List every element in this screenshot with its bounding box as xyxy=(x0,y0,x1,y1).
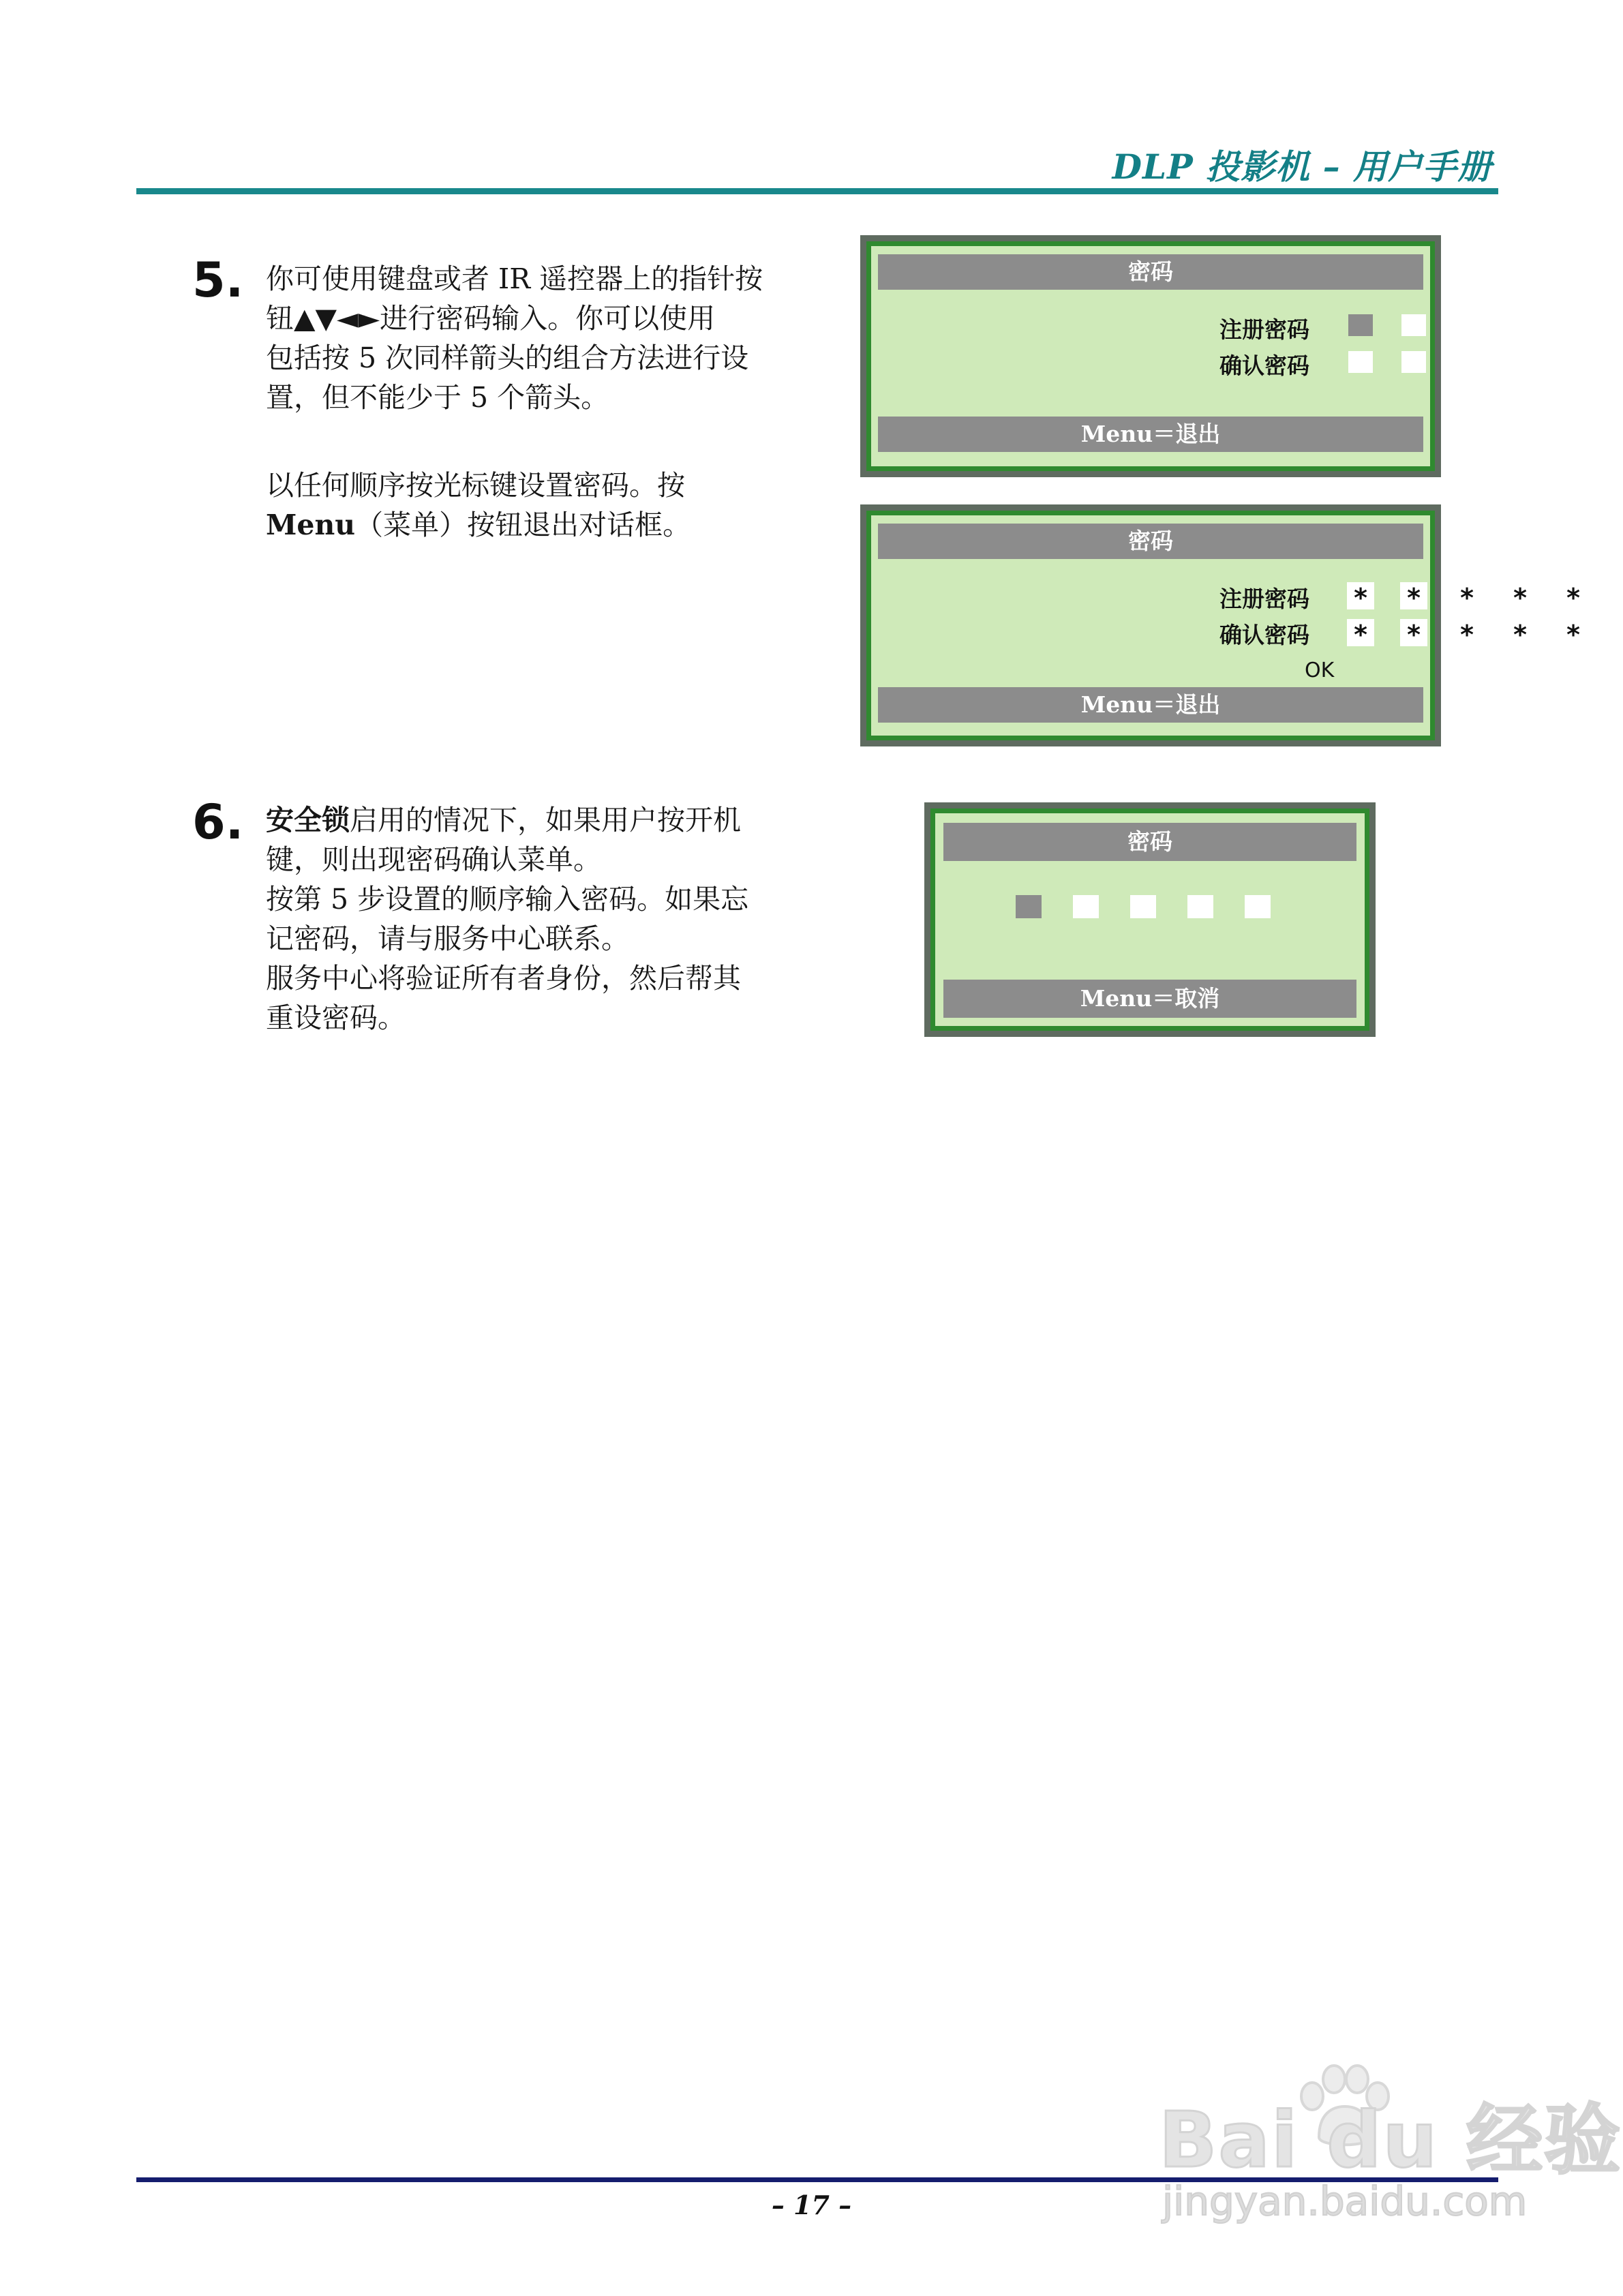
dialog-footer-bar[interactable]: Menu＝退出 xyxy=(878,417,1423,452)
step-5-line-2: 钮▲▼◄►进行密码输入。你可以使用 xyxy=(266,302,716,335)
security-lock-term: 安全锁 xyxy=(266,804,350,836)
step-6-line-5: 服务中心将验证所有者身份，然后帮其 xyxy=(266,962,741,995)
dialog-body xyxy=(935,813,1365,1026)
confirm-mask-4[interactable]: * xyxy=(1506,619,1534,646)
confirm-digit-4[interactable] xyxy=(1508,351,1532,373)
password-dialog-enter xyxy=(924,802,1376,1037)
header-title: DLP 投影机 – 用户手册 xyxy=(1112,147,1492,187)
register-mask-2[interactable]: * xyxy=(1400,582,1427,609)
confirm-digit-1[interactable] xyxy=(1348,351,1373,373)
enter-digit-2[interactable] xyxy=(1073,895,1099,918)
confirm-digit-5[interactable] xyxy=(1561,351,1586,373)
watermark-url: jingyan.baidu.com xyxy=(1162,2178,1528,2224)
enter-digit-3[interactable] xyxy=(1130,895,1156,918)
step-5-para2-line-2 xyxy=(266,505,691,545)
step-6-line-2: 键，则出现密码确认菜单。 xyxy=(266,843,601,876)
step-5-line-3: 包括按 5 次同样箭头的组合方法进行设 xyxy=(266,342,749,374)
dialog-body xyxy=(871,515,1580,736)
dialog-footer-bar[interactable]: Menu＝取消 xyxy=(943,980,1356,1018)
confirm-password-label: 确认密码 xyxy=(1219,622,1309,648)
step-6-line-4: 记密码，请与服务中心联系。 xyxy=(266,922,629,955)
page-number: – 17 – xyxy=(771,2190,852,2220)
register-mask-4[interactable]: * xyxy=(1506,582,1534,609)
dialog-footer-bar[interactable]: Menu＝退出 xyxy=(878,687,1423,723)
register-digit-3[interactable] xyxy=(1455,314,1479,336)
step-5-paragraph-2 xyxy=(266,466,691,545)
confirm-mask-2[interactable]: * xyxy=(1400,619,1427,646)
confirm-digit-3[interactable] xyxy=(1455,351,1479,373)
step-6-line-3: 按第 5 步设置的顺序输入密码。如果忘 xyxy=(266,883,749,916)
step-5-paragraph-1 xyxy=(266,259,763,417)
confirm-mask-1[interactable]: * xyxy=(1347,619,1374,646)
register-digit-1[interactable] xyxy=(1348,314,1373,336)
register-digit-2[interactable] xyxy=(1401,314,1426,336)
dialog-title-bar: 密码 xyxy=(943,823,1356,861)
register-mask-3[interactable]: * xyxy=(1453,582,1481,609)
step-6-paragraph xyxy=(266,800,748,1038)
step-5-line-4: 置，但不能少于 5 个箭头。 xyxy=(266,381,609,414)
step-6-line-1-rest: 启用的情况下，如果用户按开机 xyxy=(350,804,741,836)
enter-digit-5[interactable] xyxy=(1245,895,1271,918)
confirm-mask-3[interactable]: * xyxy=(1453,619,1481,646)
step-6-line-1 xyxy=(266,800,748,840)
step-number-5: 5. xyxy=(192,252,244,308)
register-password-label: 注册密码 xyxy=(1219,316,1309,343)
register-mask-5[interactable]: * xyxy=(1560,582,1587,609)
header-divider xyxy=(136,188,1498,194)
enter-digit-4[interactable] xyxy=(1187,895,1213,918)
confirm-password-label: 确认密码 xyxy=(1219,352,1309,379)
watermark-logo: Bai du 经验 xyxy=(1159,2096,1622,2185)
confirm-digit-2[interactable] xyxy=(1401,351,1426,373)
step-number-6: 6. xyxy=(192,794,244,850)
step-5-para2-line-1: 以任何顺序按光标键设置密码。按 xyxy=(266,469,685,502)
password-dialog-set xyxy=(860,235,1441,477)
dialog-title-bar: 密码 xyxy=(878,254,1423,290)
register-password-label: 注册密码 xyxy=(1219,586,1309,612)
register-mask-1[interactable]: * xyxy=(1347,582,1374,609)
register-digit-5[interactable] xyxy=(1561,314,1586,336)
enter-digit-1[interactable] xyxy=(1016,895,1042,918)
dialog-body xyxy=(871,246,1430,466)
password-dialog-filled xyxy=(860,504,1580,746)
register-digit-4[interactable] xyxy=(1508,314,1532,336)
dialog-title-bar: 密码 xyxy=(878,524,1423,559)
step-6-line-6: 重设密码。 xyxy=(266,1001,406,1034)
step-5-line-1: 你可使用键盘或者 IR 遥控器上的指针按 xyxy=(266,262,763,295)
confirm-mask-5[interactable]: * xyxy=(1560,619,1587,646)
step-5-para2-line-2-rest: （菜单）按钮退出对话框。 xyxy=(355,509,691,541)
ok-indicator[interactable]: OK xyxy=(1305,659,1335,682)
menu-key-label: Menu xyxy=(266,509,356,541)
